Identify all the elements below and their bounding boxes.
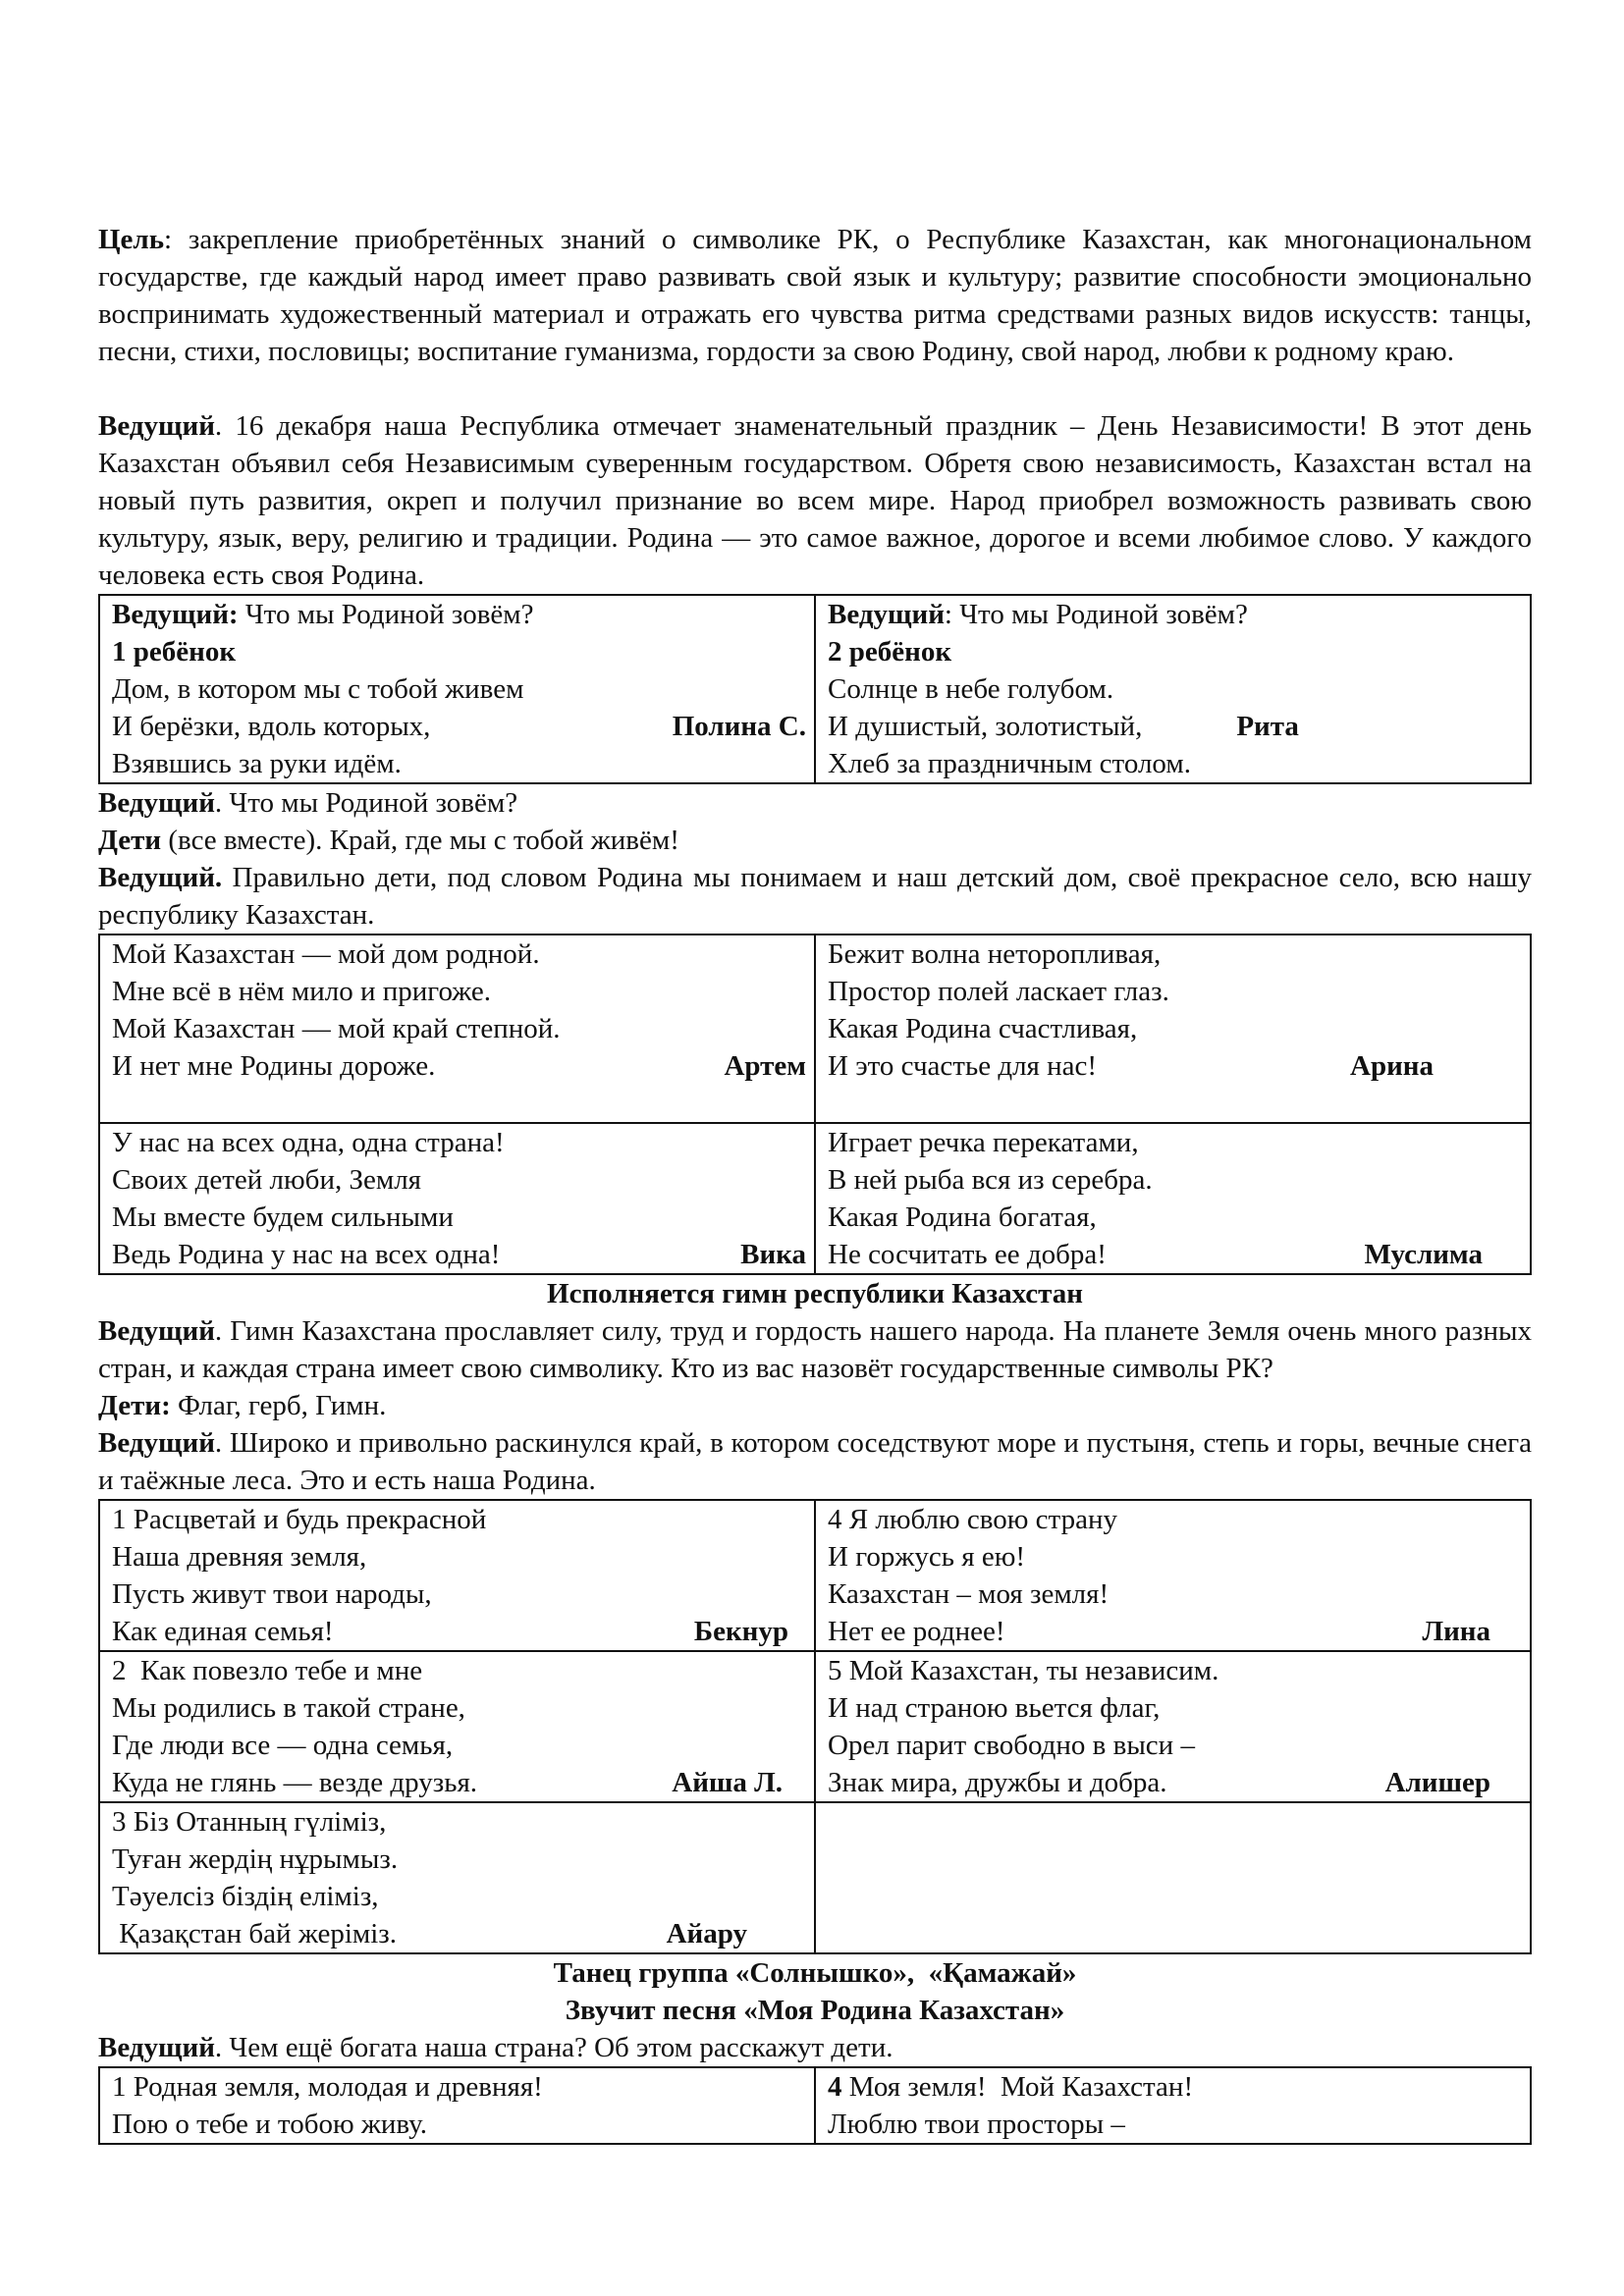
anthem-heading: Исполняется гимн республики Казахстан [547, 1278, 1083, 1309]
dialog-line [98, 2029, 1532, 2066]
intro-paragraph [98, 407, 1532, 594]
blank-line [828, 1085, 1522, 1122]
child-label: 1 ребёнок [112, 636, 237, 667]
poem-table-4 [98, 2066, 1532, 2145]
author-name: Лина [1422, 1616, 1490, 1647]
song-heading: Звучит песня «Моя Родина Казахстан» [565, 1995, 1065, 2026]
dialog-text: . Чем ещё богата наша страна? Об этом расскажут дети. [214, 2032, 893, 2063]
author-name: Айару [666, 1918, 747, 1949]
poem-cell [815, 1123, 1531, 1274]
dance-heading: Танец группа «Солнышко», «Қамажай» [553, 1957, 1077, 1989]
poem-line: Мы вместе будем сильными [112, 1201, 454, 1233]
poem-table-1 [98, 594, 1532, 784]
poem-line: Наша древняя земля, [112, 1541, 367, 1573]
host-label: Ведущий [98, 1427, 215, 1459]
poem-line: И берёзки, вдоль которых, [112, 711, 431, 742]
poem-cell [99, 2067, 815, 2144]
poem-line: 1 Расцветай и будь прекрасной [112, 1504, 487, 1535]
poem-line: Куда не глянь — везде друзья. [112, 1767, 478, 1798]
dialog-line [98, 859, 1532, 934]
empty-cell [815, 1802, 1531, 1953]
poem-line: У нас на всех одна, одна страна! [112, 1127, 505, 1158]
poem-line: И это счастье для нас! [828, 1050, 1098, 1082]
author-name: Бекнур [693, 1616, 788, 1647]
poem-line: Пусть живут твои народы, [112, 1578, 432, 1610]
poem-line: И над страною вьется флаг, [828, 1692, 1161, 1724]
poem-cell [815, 2067, 1531, 2144]
dialog-line [98, 822, 1532, 859]
author-name: Арина [1350, 1050, 1434, 1082]
poem-line: 1 Родная земля, молодая и древняя! [112, 2071, 543, 2103]
host-label: Ведущий [828, 599, 945, 630]
poem-line: Мой Казахстан — мой край степной. [112, 1013, 561, 1044]
poem-line: В ней рыба вся из серебра. [828, 1164, 1153, 1196]
host-label: Ведущий [98, 410, 215, 442]
dialog-text: Флаг, герб, Гимн. [170, 1390, 387, 1421]
question-text: : Что мы Родиной зовём? [944, 599, 1248, 630]
kids-label: Дети [98, 825, 162, 856]
author-name: Айша Л. [672, 1767, 783, 1798]
poem-table-3 [98, 1499, 1532, 1954]
host-label: Ведущий [98, 787, 215, 819]
poem-line: Нет ее роднее! [828, 1616, 1005, 1647]
dialog-text: . Что мы Родиной зовём? [214, 787, 518, 819]
poem-line: Какая Родина богатая, [828, 1201, 1097, 1233]
poem-line: Туған жердің нұрымыз. [112, 1843, 399, 1875]
poem-cell [99, 1500, 815, 1651]
poem-line: И душистый, золотистый, [828, 711, 1143, 742]
author-name: Муслима [1364, 1239, 1483, 1270]
dialog-text: (все вместе). Край, где мы с тобой живём! [161, 825, 679, 856]
child-label: 2 ребёнок [828, 636, 952, 667]
blank-line [112, 1085, 806, 1122]
host-label: Ведущий: [112, 599, 239, 630]
poem-line: Қазақстан бай жеріміз. [112, 1918, 398, 1949]
author-name: Полина С. [672, 711, 806, 742]
dialog-line [98, 1312, 1532, 1387]
spacer [98, 370, 1532, 407]
poem-line: Ведь Родина у нас на всех одна! [112, 1239, 501, 1270]
poem-number: 4 [828, 2071, 842, 2103]
poem-line: Играет речка перекатами, [828, 1127, 1139, 1158]
poem-line: 3 Біз Отанның гүліміз, [112, 1806, 387, 1838]
poem-line: 5 Мой Казахстан, ты независим. [828, 1655, 1219, 1686]
intro-text: . 16 декабря наша Республика отмечает знаменательный праздник – День Независимости! В этот день Казахстан объявил себя Независимым суверенным государством. Обретя свою независимость, Казахстан встал на новый путь развития, окреп и получил признание во всем мире. Народ приобрел возможность развивать свою культуру, язык, веру, религию и традиции. Родина — это самое важное, дорогое и всеми любимое слово. У каждого человека есть своя Родина. [98, 410, 1532, 591]
host-label: Ведущий [98, 2032, 215, 2063]
poem-line: И нет мне Родины дороже. [112, 1050, 436, 1082]
host-label: Ведущий. [98, 862, 223, 893]
dialog-line [98, 784, 1532, 822]
poem-line: Люблю твои просторы – [828, 2109, 1125, 2140]
kids-label: Дети: [98, 1390, 171, 1421]
dialog-text: . Гимн Казахстана прославляет силу, труд и гордость нашего народа. На планете Земля очень много разных стран, и каждая страна имеет свою символику. Кто из вас назовёт государственные символы РК? [98, 1315, 1532, 1384]
poem-line: Дом, в котором мы с тобой живем [112, 673, 524, 705]
poem-line: Как единая семья! [112, 1616, 334, 1647]
poem-cell [815, 934, 1531, 1123]
poem-line: Хлеб за праздничным столом. [828, 748, 1191, 779]
poem-line: Орел парит свободно в выси – [828, 1730, 1195, 1761]
author-name: Вика [740, 1239, 806, 1270]
poem-cell [815, 595, 1531, 783]
author-name: Рита [1236, 711, 1299, 742]
poem-cell [99, 1651, 815, 1802]
poem-line: 2 Как повезло тебе и мне [112, 1655, 423, 1686]
poem-line: И горжусь я ею! [828, 1541, 1026, 1573]
poem-line: Мне всё в нём мило и пригоже. [112, 976, 492, 1007]
poem-cell [815, 1500, 1531, 1651]
poem-line: Бежит волна неторопливая, [828, 938, 1162, 970]
host-label: Ведущий [98, 1315, 215, 1347]
poem-cell [99, 1123, 815, 1274]
poem-line: Какая Родина счастливая, [828, 1013, 1138, 1044]
dialog-text: . Широко и привольно раскинулся край, в котором соседствуют море и пустыня, степь и горы, вечные снега и таёжные леса. Это и есть наша Родина. [98, 1427, 1532, 1496]
poem-line: Тәуелсіз біздің еліміз, [112, 1881, 379, 1912]
poem-line: Не сосчитать ее добра! [828, 1239, 1107, 1270]
poem-cell [99, 595, 815, 783]
poem-line: Моя земля! Мой Казахстан! [841, 2071, 1194, 2103]
poem-cell [99, 1802, 815, 1953]
document-page [98, 221, 1532, 2145]
goal-text: : закрепление приобретённых знаний о символике РК, о Республике Казахстан, как многонациональном государстве, где каждый народ имеет право развивать свой язык и культуру; развитие способности эмоционально воспринимать художественный материал и отражать его чувства ритма средствами разных видов искусств: танцы, песни, стихи, пословицы; воспитание гуманизма, гордости за свою Родину, свой народ, любви к родному краю. [98, 224, 1532, 367]
poem-line: Простор полей ласкает глаз. [828, 976, 1169, 1007]
poem-line: 4 Я люблю свою страну [828, 1504, 1117, 1535]
author-name: Алишер [1384, 1767, 1490, 1798]
author-name: Артем [724, 1050, 806, 1082]
poem-line: Казахстан – моя земля! [828, 1578, 1110, 1610]
poem-cell [815, 1651, 1531, 1802]
goal-label: Цель [98, 224, 165, 255]
poem-line: Пою о тебе и тобою живу. [112, 2109, 427, 2140]
goal-paragraph [98, 221, 1532, 370]
poem-line: Мы родились в такой стране, [112, 1692, 465, 1724]
poem-line: Взявшись за руки идём. [112, 748, 402, 779]
dialog-line [98, 1424, 1532, 1499]
poem-line: Мой Казахстан — мой дом родной. [112, 938, 540, 970]
question-text: Что мы Родиной зовём? [238, 599, 534, 630]
dialog-line [98, 1387, 1532, 1424]
poem-line: Знак мира, дружбы и добра. [828, 1767, 1167, 1798]
poem-line: Солнце в небе голубом. [828, 673, 1114, 705]
dialog-text: Правильно дети, под словом Родина мы понимаем и наш детский дом, своё прекрасное село, всю нашу республику Казахстан. [98, 862, 1532, 931]
poem-line: Где люди все — одна семья, [112, 1730, 454, 1761]
poem-table-2 [98, 934, 1532, 1275]
poem-cell [99, 934, 815, 1123]
poem-line: Своих детей люби, Земля [112, 1164, 422, 1196]
